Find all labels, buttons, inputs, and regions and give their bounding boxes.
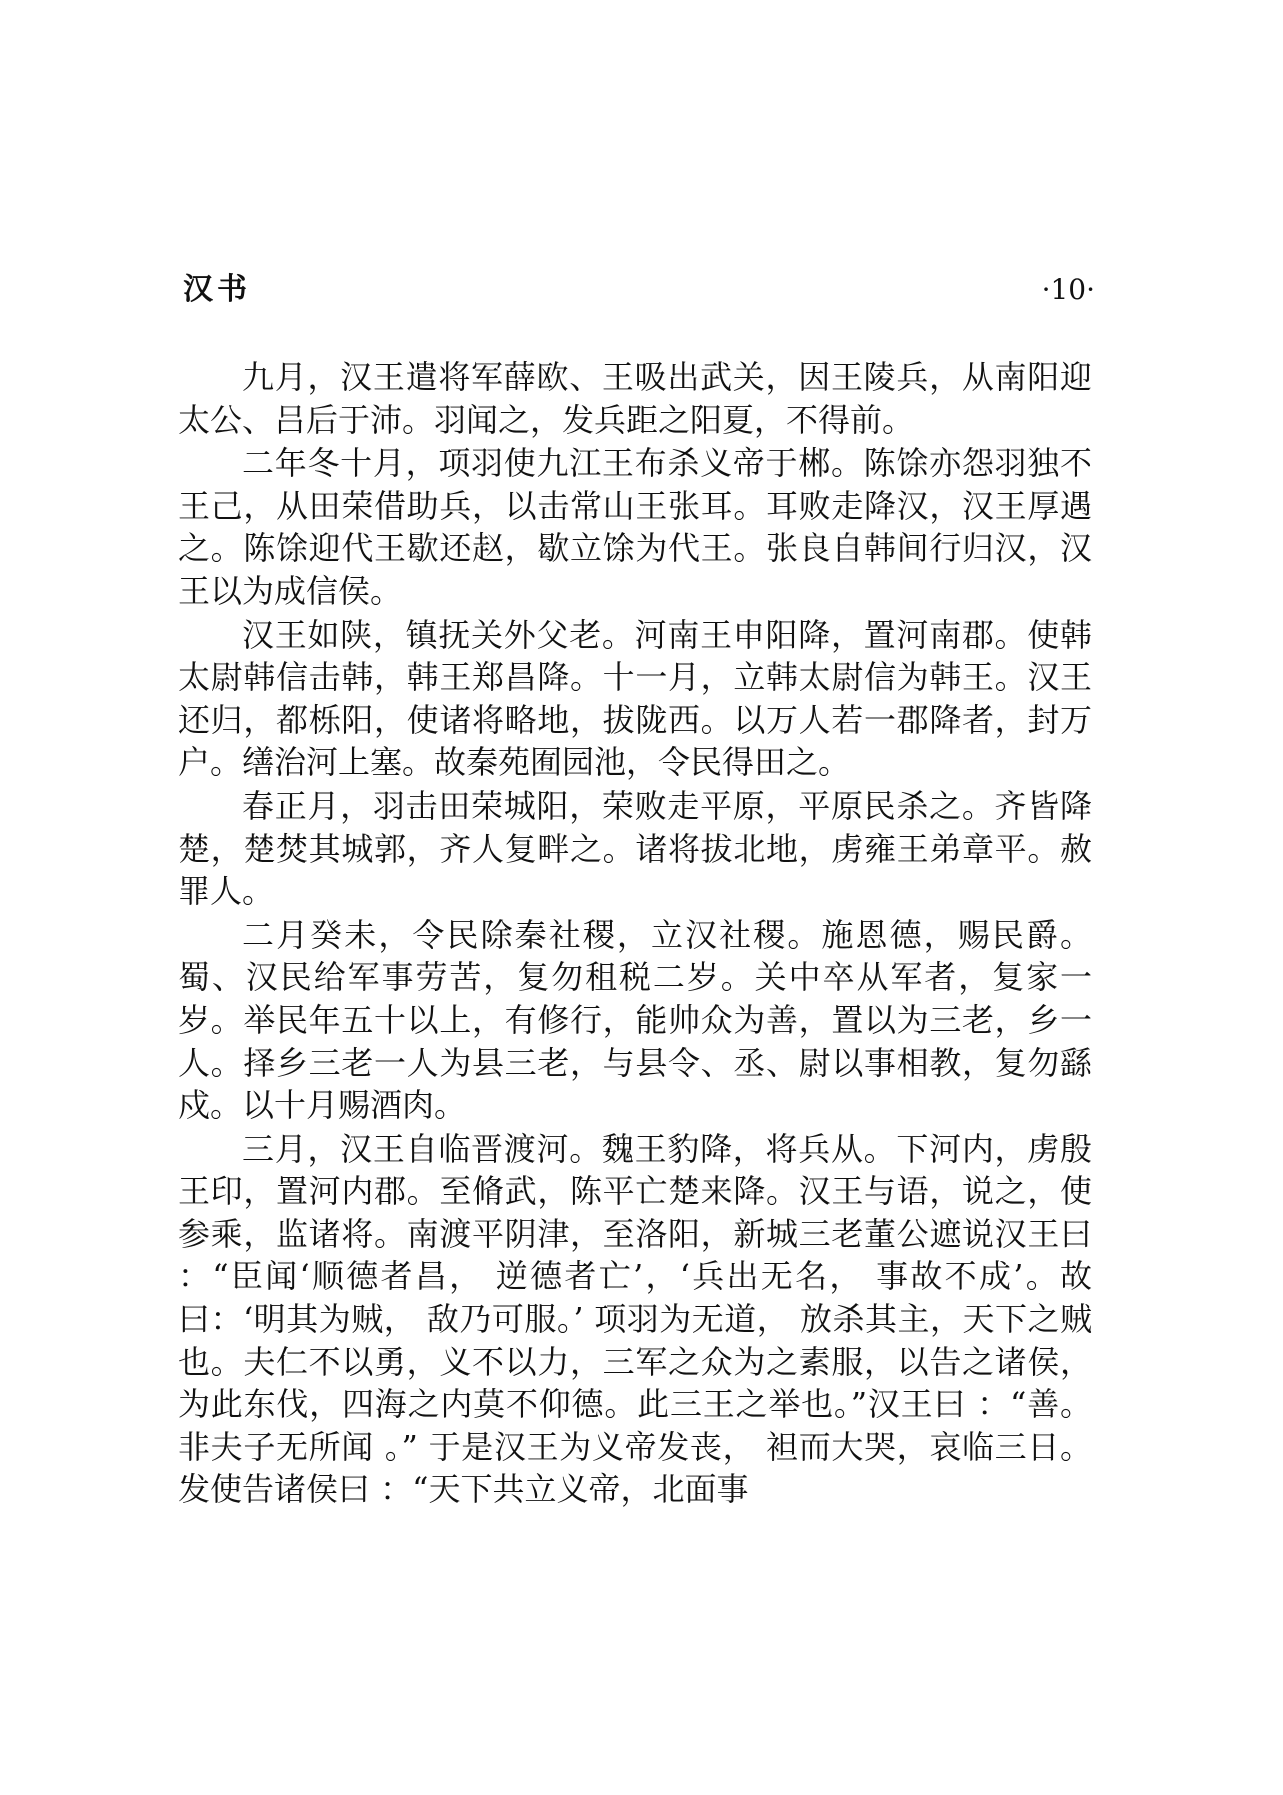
paragraph: 汉王如陕，镇抚关外父老。河南王申阳降，置河南郡。使韩太尉韩信击韩，韩王郑昌降。十一月，立韩太尉信为韩王。汉王还归，都栎阳，使诸将略地，拔陇西。以万人若一郡降者，封万户。缮治河上塞。故秦苑囿园池，令民得田之。 bbox=[178, 615, 1092, 782]
page-number: ·10· bbox=[1041, 273, 1095, 306]
paragraph: 春正月，羽击田荣城阳，荣败走平原，平原民杀之。齐皆降楚，楚焚其城郭，齐人复畔之。诸将拔北地，虏雍王弟章平。赦罪人。 bbox=[178, 786, 1092, 911]
paragraph: 二月癸未，令民除秦社稷，立汉社稷。施恩德，赐民爵。蜀、汉民给军事劳苦，复勿租税二岁。关中卒从军者，复家一岁。举民年五十以上，有修行，能帅众为善，置以为三老，乡一人。择乡三老一人为县三老，与县令、丞、尉以事相教，复勿繇戍。以十月赐酒肉。 bbox=[178, 915, 1092, 1125]
body-text bbox=[178, 356, 1092, 1511]
running-head bbox=[183, 270, 1095, 310]
paragraph: 三月，汉王自临晋渡河。魏王豹降，将兵从。下河内，虏殷王印，置河内郡。至脩武，陈平亡楚来降。汉王与语，说之，使参乘，监诸将。南渡平阴津，至洛阳，新城三老董公遮说汉王曰 ：“臣闻‘顺德者昌， 逆德者亡’，‘兵出无名， 事故不成’。故曰：‘明其为贼， 敌乃可服。’ 项羽为无道， 放杀其主，天下之贼也。夫仁不以勇，义不以力，三军之众为之素服，以告之诸侯，为此东伐，四海之内莫不仰德。此三王之举也。”汉王曰 ：“善。非夫子无所闻 。” 于是汉王为义帝发丧， 袒而大哭，哀临三日。发使告诸侯曰 ：“天下共立义帝，北面事 bbox=[178, 1129, 1092, 1509]
paragraph: 九月，汉王遣将军薛欧、王吸出武关，因王陵兵，从南阳迎太公、吕后于沛。羽闻之，发兵距之阳夏，不得前。 bbox=[178, 358, 1092, 439]
book-title: 汉书 bbox=[183, 272, 251, 307]
paragraph: 二年冬十月，项羽使九江王布杀义帝于郴。陈馀亦怨羽独不王己，从田荣借助兵，以击常山王张耳。耳败走降汉，汉王厚遇之。陈馀迎代王歇还赵，歇立馀为代王。张良自韩间行归汉，汉王以为成信侯。 bbox=[178, 444, 1092, 610]
